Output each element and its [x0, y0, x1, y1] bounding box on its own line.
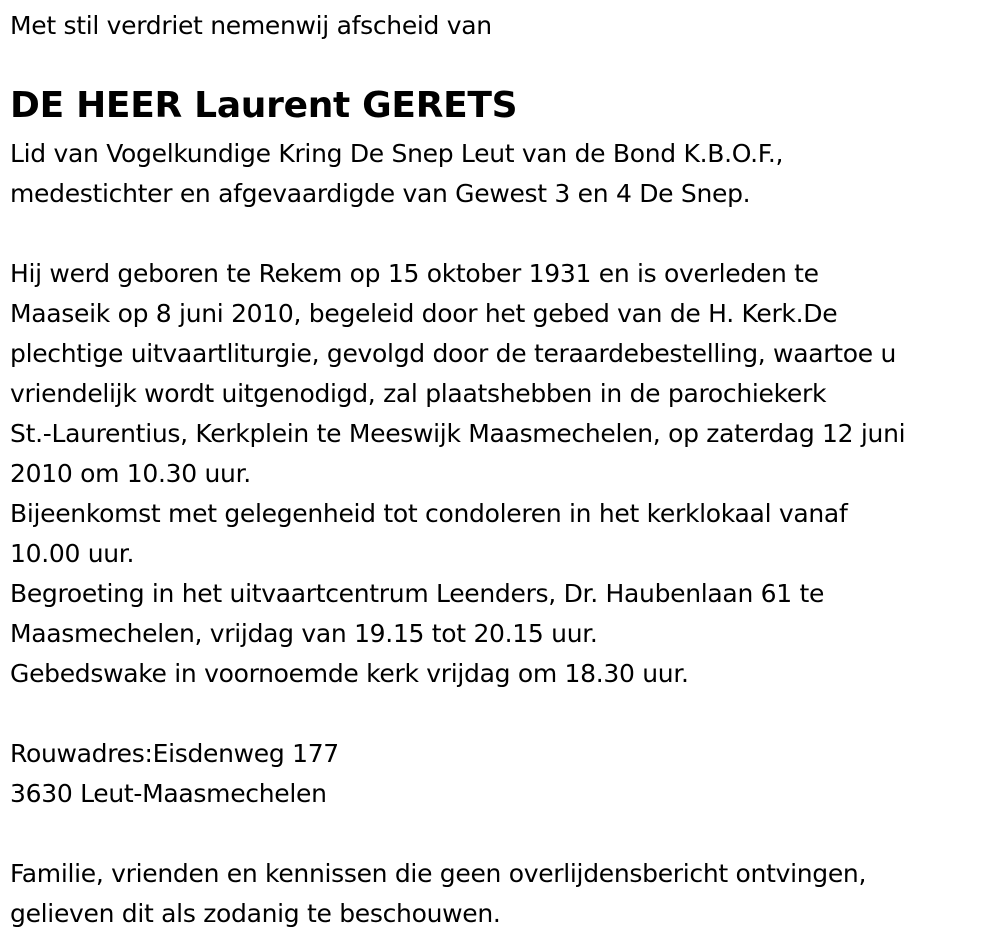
text-line: St.-Laurentius, Kerkplein te Meeswijk Maasmechelen, op zaterdag 12 juni [10, 419, 906, 448]
intro-text: Met stil verdriet nemenwij afscheid van [10, 11, 492, 40]
text-line: medestichter en afgevaardigde van Gewest 3 en 4 De Snep. [10, 179, 751, 208]
deceased-name: DE HEER Laurent GERETS [10, 85, 518, 126]
text-line: plechtige uitvaartliturgie, gevolgd door de teraardebestelling, waartoe u [10, 339, 896, 368]
text-line: vriendelijk wordt uitgenodigd, zal plaatshebben in de parochiekerk [10, 379, 827, 408]
text-line: 10.00 uur. [10, 539, 135, 568]
membership-paragraph [10, 134, 783, 214]
text-line: Gebedswake in voornoemde kerk vrijdag om 18.30 uur. [10, 659, 689, 688]
closing-paragraph [10, 854, 866, 934]
text-line: 2010 om 10.30 uur. [10, 459, 251, 488]
text-line: Hij werd geboren te Rekem op 15 oktober 1931 en is overleden te [10, 259, 819, 288]
text-line: Maaseik op 8 juni 2010, begeleid door het gebed van de H. Kerk.De [10, 299, 838, 328]
text-line: gelieven dit als zodanig te beschouwen. [10, 899, 501, 928]
address-line: Rouwadres:Eisdenweg 177 [10, 739, 339, 768]
text-line: Maasmechelen, vrijdag van 19.15 tot 20.15 uur. [10, 619, 598, 648]
address-line: 3630 Leut-Maasmechelen [10, 779, 327, 808]
text-line: Bijeenkomst met gelegenheid tot condoleren in het kerklokaal vanaf [10, 499, 848, 528]
text-line: Familie, vrienden en kennissen die geen overlijdensbericht ontvingen, [10, 859, 867, 888]
mourning-address [10, 734, 339, 814]
funeral-details-paragraph [10, 254, 905, 694]
text-line: Lid van Vogelkundige Kring De Snep Leut van de Bond K.B.O.F., [10, 139, 784, 168]
text-line: Begroeting in het uitvaartcentrum Leenders, Dr. Haubenlaan 61 te [10, 579, 825, 608]
